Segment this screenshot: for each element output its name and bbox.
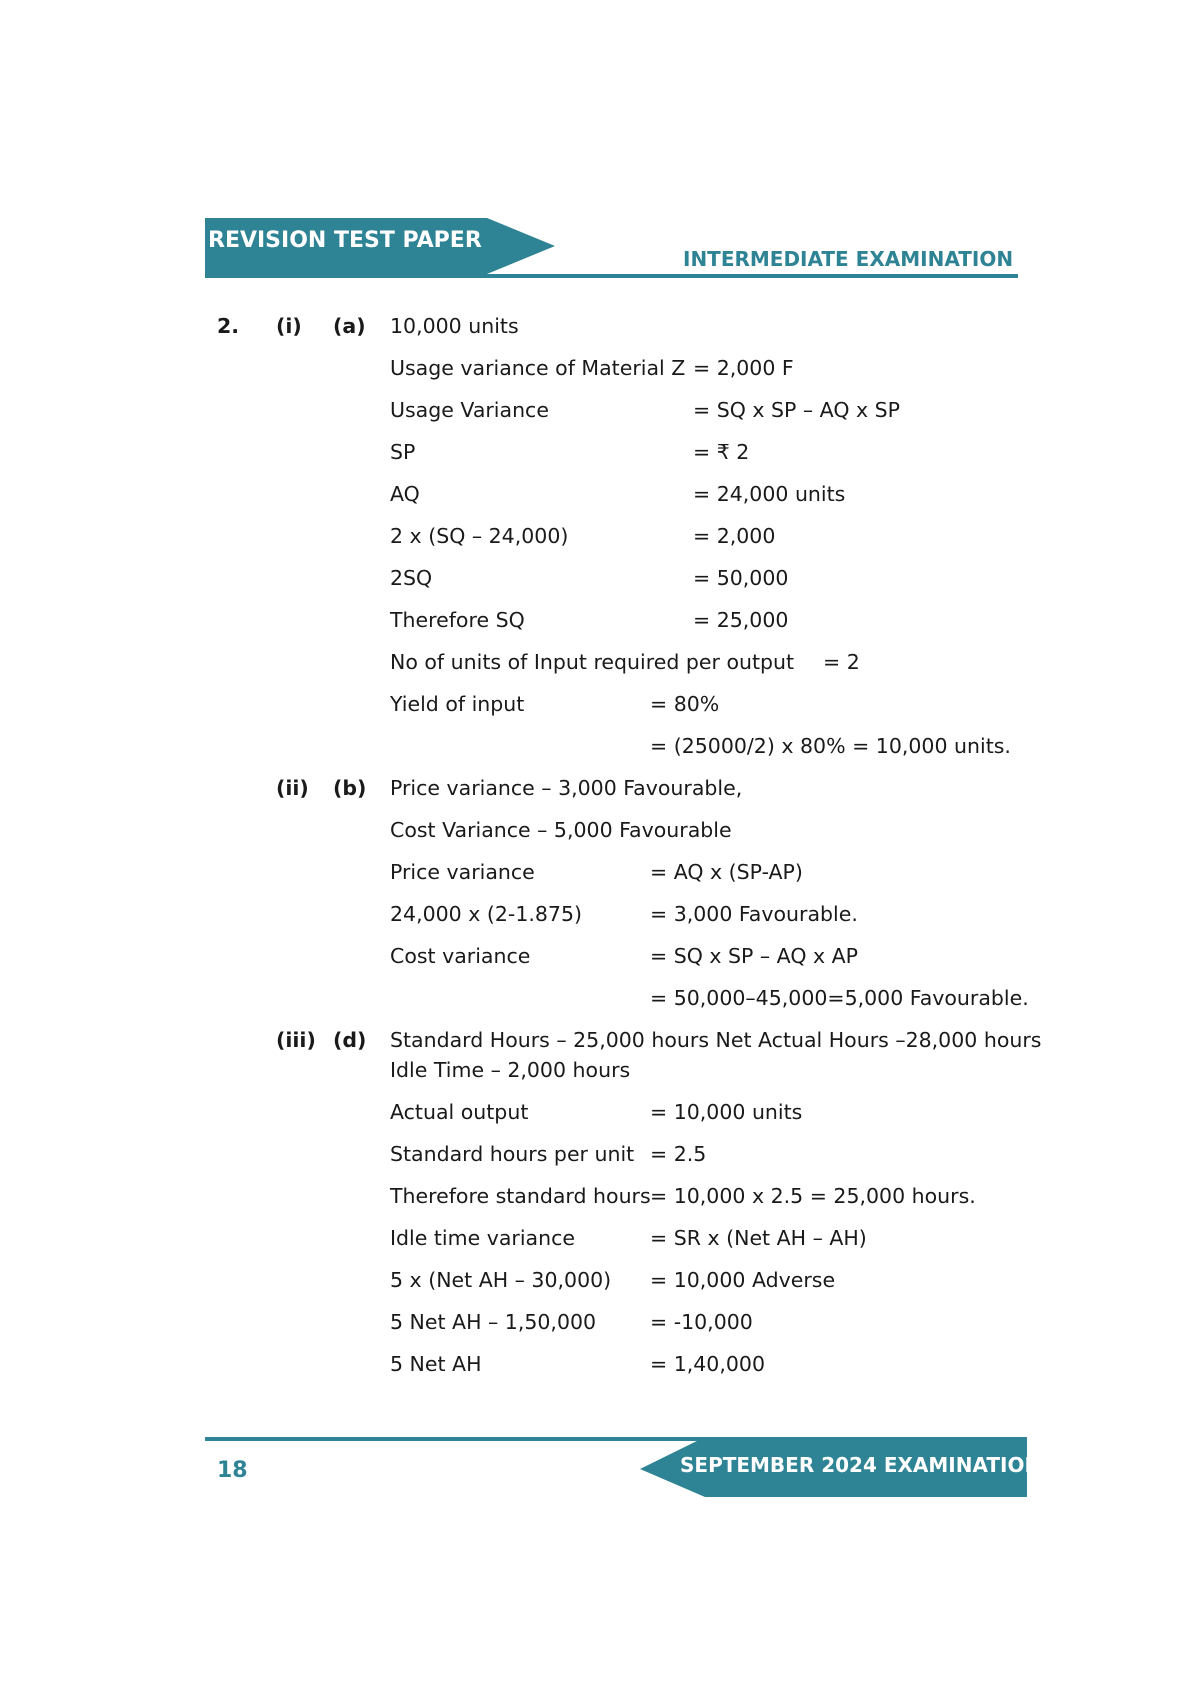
calc-right: = 1,40,000	[650, 1352, 765, 1376]
calc-left: SP	[390, 440, 416, 464]
calc-left: Usage Variance	[390, 398, 549, 422]
calc-right: = 10,000 Adverse	[650, 1268, 836, 1292]
calc-left: No of units of Input required per output	[390, 650, 795, 674]
calc-right: = 10,000 units	[650, 1100, 803, 1124]
page-number: 18	[217, 1458, 248, 1483]
part-iii-answer-line1: Standard Hours – 25,000 hours Net Actual Hours –28,000 hours	[390, 1028, 1042, 1052]
calc-right: = AQ x (SP-AP)	[650, 860, 803, 884]
calc-left: 5 x (Net AH – 30,000)	[390, 1268, 612, 1292]
calc-right: = 2.5	[650, 1142, 707, 1166]
calc-right: = 2,000	[693, 524, 776, 548]
calc-right: = 2,000 F	[693, 356, 794, 380]
calc-right: = 24,000 units	[693, 482, 846, 506]
calc-left: 5 Net AH – 1,50,000	[390, 1310, 597, 1334]
calc-left: Usage variance of Material Z	[390, 356, 686, 380]
part-i-answer: 10,000 units	[390, 314, 519, 338]
part-ii-option: (b)	[333, 776, 367, 800]
calc-left: Yield of input	[390, 692, 525, 716]
part-ii-answer-line2: Cost Variance – 5,000 Favourable	[390, 818, 732, 842]
calc-right: = ₹ 2	[693, 440, 750, 464]
part-i-roman: (i)	[276, 314, 302, 338]
calc-left: 5 Net AH	[390, 1352, 482, 1376]
question-number: 2.	[217, 314, 240, 338]
calc-left: Cost variance	[390, 944, 531, 968]
calc-left: Idle time variance	[390, 1226, 575, 1250]
calc-right: = SQ x SP – AQ x SP	[693, 398, 901, 422]
calc-left: 24,000 x (2-1.875)	[390, 902, 583, 926]
calc-left: 2SQ	[390, 566, 433, 590]
part-ii-answer-line1: Price variance – 3,000 Favourable,	[390, 776, 743, 800]
calc-left: AQ	[390, 482, 420, 506]
header-divider	[205, 274, 1018, 278]
calc-right: = 80%	[650, 692, 720, 716]
calc-left: Standard hours per unit	[390, 1142, 635, 1166]
calc-left: Actual output	[390, 1100, 529, 1124]
part-iii-roman: (iii)	[276, 1028, 316, 1052]
calc-right: = 10,000 x 2.5 = 25,000 hours.	[650, 1184, 976, 1208]
calc-left: 2 x (SQ – 24,000)	[390, 524, 569, 548]
calc-right: = SR x (Net AH – AH)	[650, 1226, 867, 1250]
header-title: REVISION TEST PAPER	[208, 228, 482, 253]
part-iii-option: (d)	[333, 1028, 367, 1052]
calc-left: Price variance	[390, 860, 535, 884]
part-ii-roman: (ii)	[276, 776, 309, 800]
part-iii-answer-line2: Idle Time – 2,000 hours	[390, 1058, 631, 1082]
header-exam-title: INTERMEDIATE EXAMINATION	[683, 247, 1014, 271]
footer-exam-title: SEPTEMBER 2024 EXAMINATION	[680, 1453, 1042, 1477]
calc-left: Therefore standard hours	[390, 1184, 651, 1208]
calc-right: = SQ x SP – AQ x AP	[650, 944, 859, 968]
calc-right: = 2	[823, 650, 860, 674]
calc-right: = 25,000	[693, 608, 789, 632]
calc-right: = 50,000	[693, 566, 789, 590]
calc-right: = 50,000–45,000=5,000 Favourable.	[650, 986, 1029, 1010]
calc-right: = 3,000 Favourable.	[650, 902, 858, 926]
calc-left: Therefore SQ	[390, 608, 525, 632]
calc-right: = -10,000	[650, 1310, 753, 1334]
part-i-option: (a)	[333, 314, 366, 338]
calc-right: = (25000/2) x 80% = 10,000 units.	[650, 734, 1011, 758]
